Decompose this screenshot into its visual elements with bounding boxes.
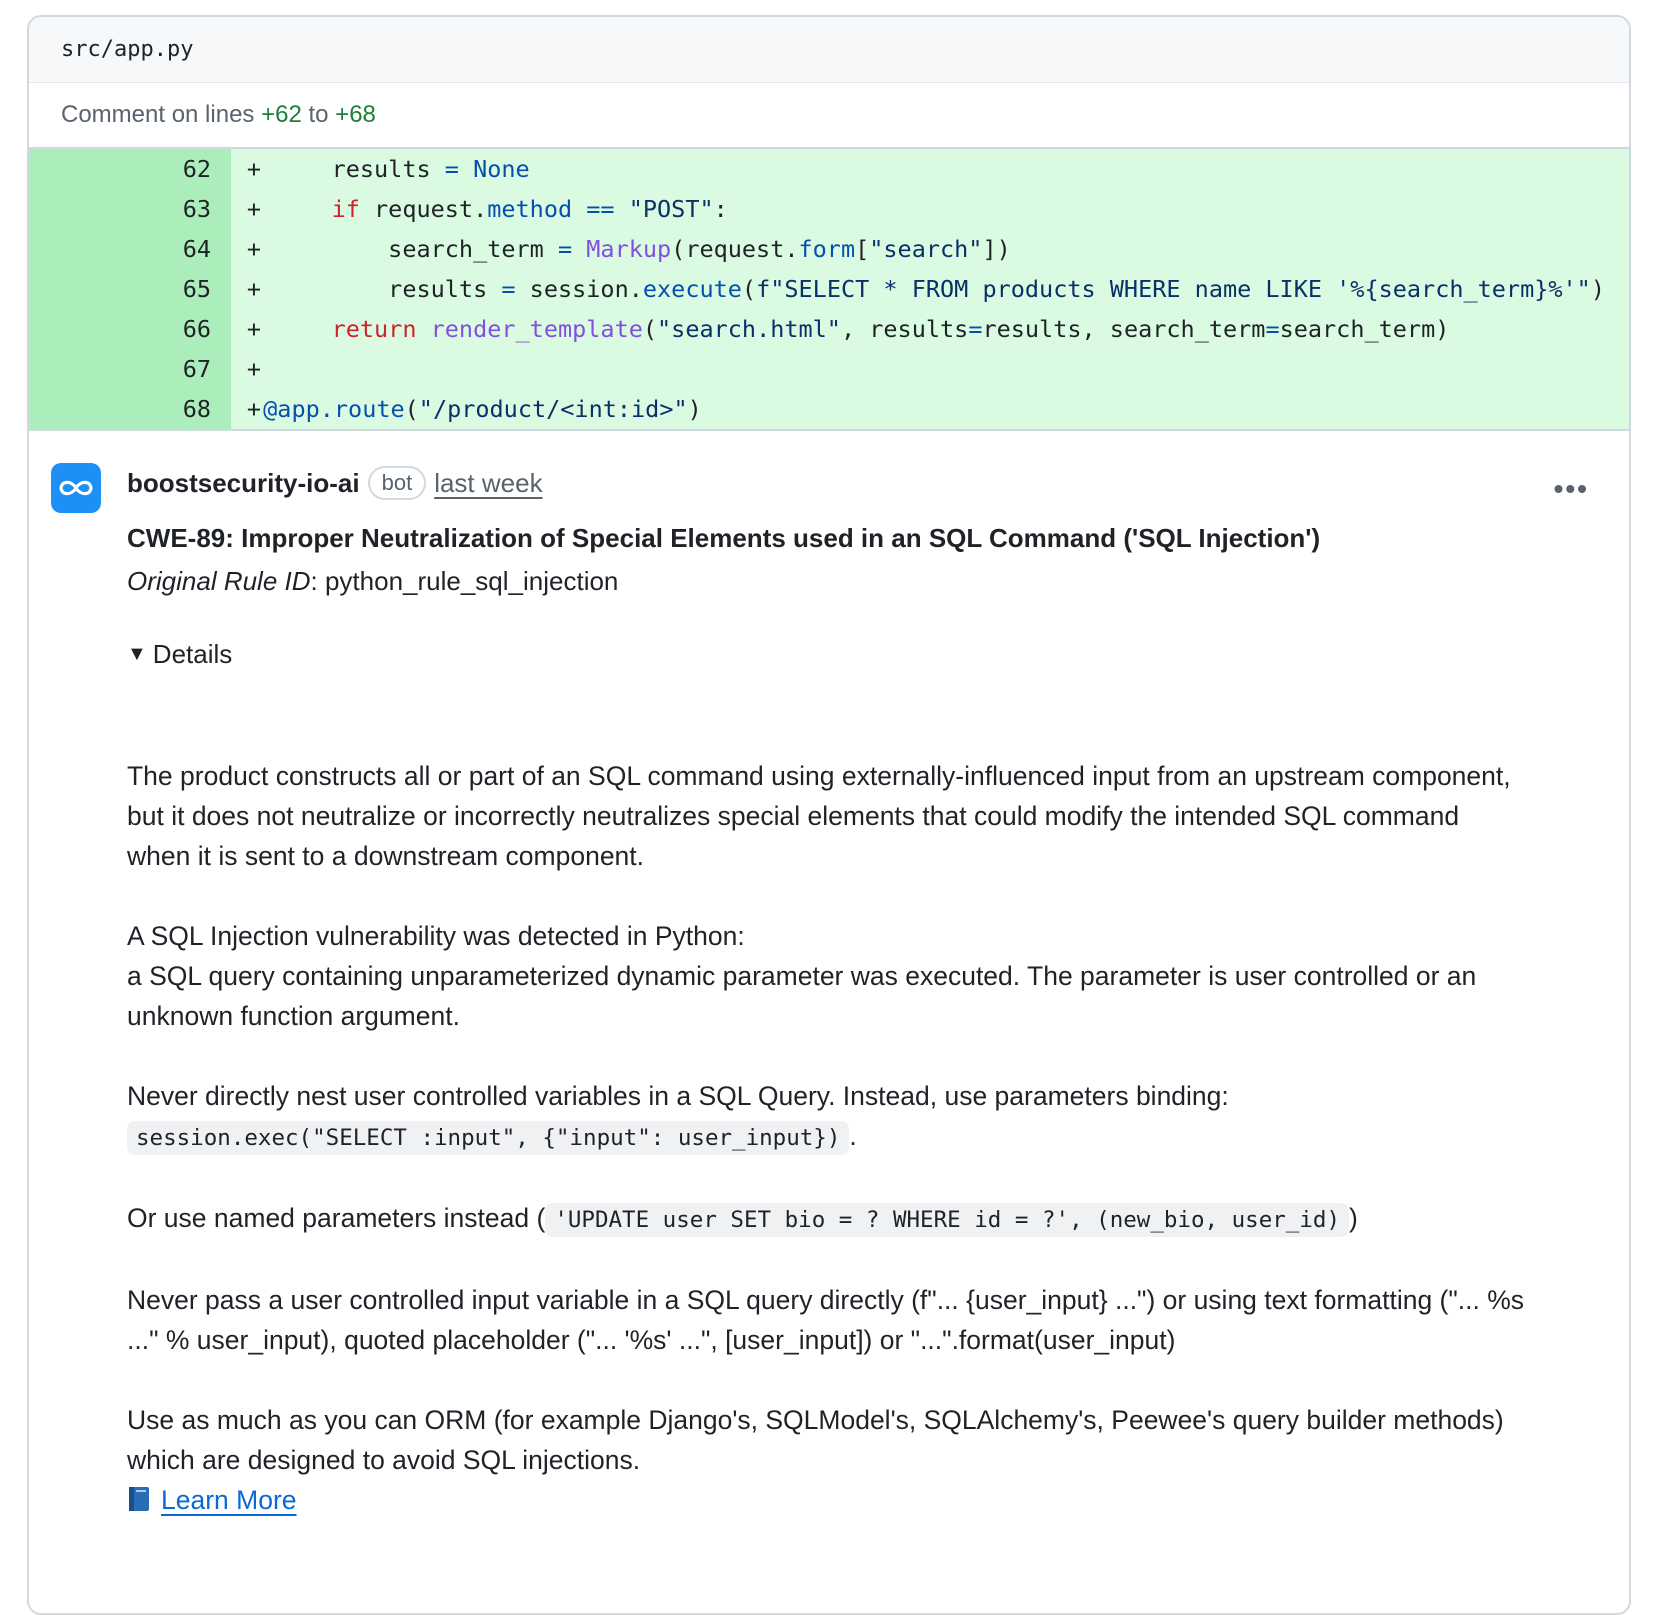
diff-line bbox=[29, 349, 1629, 389]
binding-advice-paragraph: Never directly nest user controlled variables in a SQL Query. Instead, use parameters binding: session.exec("SELECT :input", {"input": user_input}) . bbox=[127, 1076, 1527, 1158]
details-body bbox=[127, 756, 1527, 1520]
diff-line bbox=[29, 309, 1629, 349]
added-marker: + bbox=[246, 195, 262, 223]
review-comment-card bbox=[27, 15, 1631, 1615]
rule-id: python_rule_sql_injection bbox=[324, 566, 619, 596]
code-line: results = session.execute(f"SELECT * FROM products WHERE name LIKE '%{search_term}%'") bbox=[275, 275, 1605, 303]
added-marker: + bbox=[246, 155, 262, 183]
orm-advice-paragraph: Use as much as you can ORM (for example Django's, SQLModel's, SQLAlchemy's, Peewee's query builder methods) which are designed to avoid SQL injections. Learn More bbox=[127, 1405, 1504, 1515]
diff-line bbox=[29, 149, 1629, 189]
diff-line bbox=[29, 189, 1629, 229]
line-number[interactable]: 66 bbox=[29, 309, 231, 349]
added-marker: + bbox=[246, 355, 262, 383]
finding-title: CWE-89: Improper Neutralization of Special Elements used in an SQL Command ('SQL Injection') bbox=[127, 523, 1321, 553]
details-toggle[interactable] bbox=[127, 639, 1629, 670]
added-marker: + bbox=[246, 315, 262, 343]
more-options-icon[interactable]: ••• bbox=[1553, 473, 1589, 504]
book-icon bbox=[127, 1484, 151, 1512]
added-marker: + bbox=[246, 395, 262, 423]
author-name[interactable]: boostsecurity-io-ai bbox=[127, 467, 360, 498]
details-label: Details bbox=[152, 639, 233, 669]
named-params-paragraph: Or use named parameters instead ( 'UPDATE user SET bio = ? WHERE id = ?', (new_bio, user_id) ) bbox=[127, 1198, 1527, 1240]
comment-line-range: Comment on lines +62 to +68 bbox=[29, 83, 1629, 149]
added-marker: + bbox=[246, 275, 262, 303]
code-line: if request.method == "POST": bbox=[331, 195, 728, 223]
line-number[interactable]: 62 bbox=[29, 149, 231, 189]
added-marker: + bbox=[246, 235, 262, 263]
line-number[interactable]: 63 bbox=[29, 189, 231, 229]
avatar[interactable] bbox=[51, 463, 101, 513]
bot-badge: bot bbox=[368, 466, 427, 500]
range-end: +68 bbox=[335, 101, 376, 128]
diff-line bbox=[29, 269, 1629, 309]
triangle-down-icon: ▼ bbox=[127, 643, 147, 665]
line-number[interactable]: 64 bbox=[29, 229, 231, 269]
file-path[interactable]: src/app.py bbox=[61, 37, 194, 62]
range-start: +62 bbox=[261, 101, 302, 128]
line-number[interactable]: 65 bbox=[29, 269, 231, 309]
diff-line bbox=[29, 389, 1629, 429]
code-line: search_term = Markup(request.form["search"]) bbox=[275, 235, 1011, 263]
binding-code-snippet: session.exec("SELECT :input", {"input": user_input}) bbox=[127, 1121, 849, 1155]
learn-more-link[interactable]: Learn More bbox=[161, 1485, 297, 1515]
infinity-icon bbox=[56, 477, 96, 499]
diff-line bbox=[29, 229, 1629, 269]
code-line: return render_template("search.html", results=results, search_term=search_term) bbox=[331, 315, 1450, 343]
named-params-code-snippet: 'UPDATE user SET bio = ? WHERE id = ?', (new_bio, user_id) bbox=[545, 1203, 1349, 1237]
formatting-advice-paragraph: Never pass a user controlled input variable in a SQL query directly (f"... {user_input} ...") or using text formatting ("... %s ..." % user_input), quoted placeholder ("... '%s' ...", [user_input]) or "...".format(user_input) bbox=[127, 1285, 1525, 1355]
detection-paragraph: A SQL Injection vulnerability was detected in Python: a SQL query containing unparameterized dynamic parameter was executed. The parameter is user controlled or an unknown function argument. bbox=[127, 921, 1477, 1031]
comment-timestamp[interactable]: last week bbox=[434, 467, 543, 498]
file-path-header[interactable] bbox=[29, 17, 1629, 83]
description-paragraph: The product constructs all or part of an SQL command using externally-influenced input from an upstream component, but it does not neutralize or incorrectly neutralizes special elements that could modify the intended SQL command when it is sent to a downstream component. bbox=[127, 761, 1511, 871]
rule-id-line: Original Rule ID: python_rule_sql_injection bbox=[127, 566, 619, 596]
bot-comment bbox=[29, 431, 1629, 1520]
comment-header bbox=[127, 461, 1629, 505]
diff-hunk bbox=[29, 149, 1629, 431]
code-line: results = None bbox=[275, 155, 530, 183]
line-number[interactable]: 68 bbox=[29, 389, 231, 429]
code-line: @app.route("/product/<int:id>") bbox=[263, 395, 702, 423]
line-number[interactable]: 67 bbox=[29, 349, 231, 389]
